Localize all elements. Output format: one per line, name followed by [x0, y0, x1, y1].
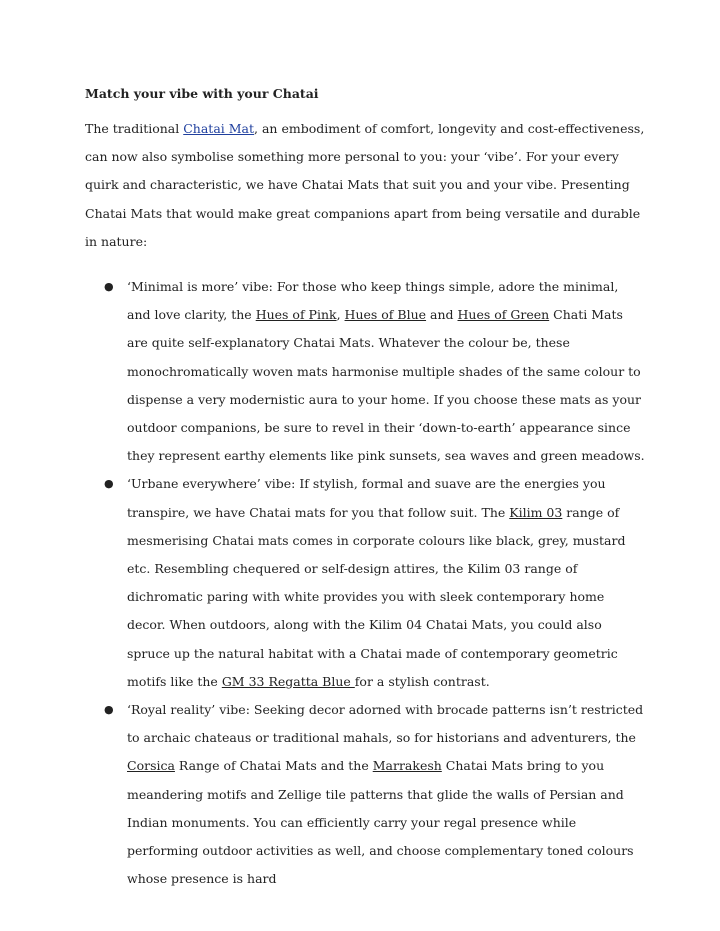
intro-paragraph	[85, 115, 645, 256]
intro-text-2: , an embodiment of comfort, longevity and cost-effectiveness, can now also symbolise something more personal to you: your ‘vibe’. For your every quirk and characteristic, we have Chatai Mats that suit you and your vibe. Presenting Chatai Mats that would make great companions apart from being versatile and durable in nature:	[85, 121, 645, 249]
kilim-03-link[interactable]: Kilim 03	[509, 504, 563, 520]
intro-text-1: The traditional	[85, 121, 184, 136]
bullet-icon: ●	[104, 280, 114, 294]
bullet-text: Chatai Mats bring to you meandering motifs and Zellige tile patterns that glide the walls of Persian and Indian monuments. You can efficiently carry your regal presence while performing outdoor activities as well, and choose complementary toned colours whose presence is hard	[127, 758, 634, 887]
bullet-icon: ●	[104, 703, 114, 717]
bullet-text: ‘Urbane everywhere’ vibe: If stylish, formal and suave are the energies you transpire, we have Chatai mats for you that follow suit. The	[127, 476, 606, 520]
hues-of-blue-link[interactable]: Hues of Blue	[344, 307, 427, 323]
list-item	[85, 470, 645, 696]
list-item	[85, 696, 645, 893]
bullet-text: ‘Minimal is more’ vibe: For those who keep things simple, adore the minimal, and love clarity, the	[127, 279, 619, 323]
bullet-text: and	[426, 307, 458, 323]
hues-of-green-link[interactable]: Hues of Green	[457, 307, 550, 323]
bullet-text: ,	[336, 307, 345, 323]
bullet-icon: ●	[104, 477, 114, 491]
bullet-text: Range of Chatai Mats and the	[174, 758, 373, 774]
marrakesh-link[interactable]: Marrakesh	[372, 758, 442, 774]
document-page	[85, 86, 645, 893]
bullet-text: ‘Royal reality’ vibe: Seeking decor adorned with brocade patterns isn’t restricted to archaic chateaus or traditional mahals, so for historians and adventurers, the	[127, 702, 644, 746]
bullet-text: range of mesmerising Chatai mats comes in corporate colours like black, grey, mustard etc. Resembling chequered or self-design attires, the Kilim 03 range of dichromatic paring with white provides you with sleek contemporary home decor. When outdoors, along with the Kilim 04 Chatai Mats, you could also spruce up the natural habitat with a Chatai made of contemporary geometric motifs like the	[127, 504, 626, 689]
bullet-text: for a stylish contrast.	[354, 673, 490, 689]
page-title: Match your vibe with your Chatai	[85, 86, 319, 101]
bullet-text: Chati Mats are quite self-explanatory Chatai Mats. Whatever the colour be, these monochromatically woven mats harmonise multiple shades of the same colour to dispense a very modernistic aura to your home. If you choose these mats as your outdoor companions, be sure to revel in their ‘down-to-earth’ appearance since they represent earthy elements like pink sunsets, sea waves and green meadows.	[127, 307, 645, 464]
chatai-mat-link[interactable]: Chatai Mat	[183, 121, 255, 136]
hues-of-pink-link[interactable]: Hues of Pink	[255, 307, 337, 323]
list-item	[85, 273, 645, 470]
corsica-link[interactable]: Corsica	[127, 758, 175, 774]
vibes-list	[85, 273, 645, 893]
gm-33-regatta-blue-link[interactable]: GM 33 Regatta Blue	[221, 673, 355, 689]
